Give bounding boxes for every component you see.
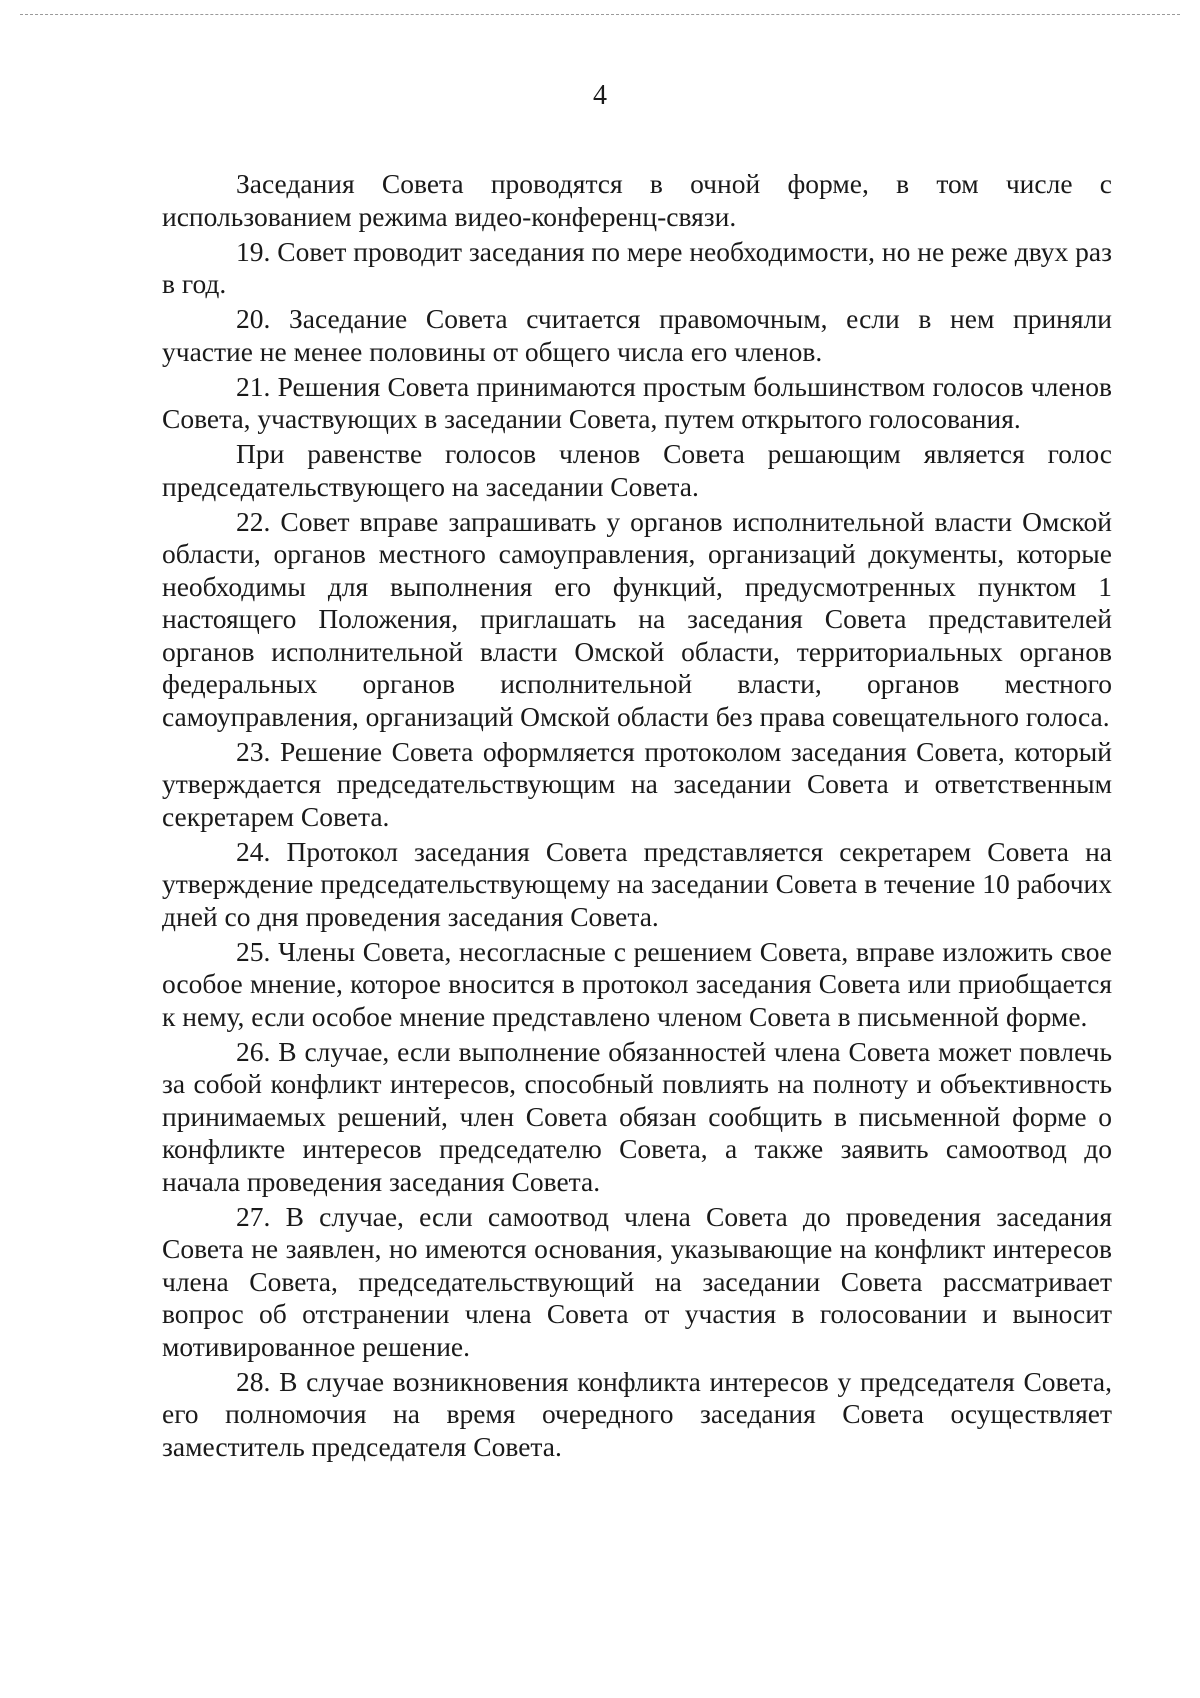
paragraph-26: 26. В случае, если выполнение обязанностей члена Совета может повлечь за собой конфликт интересов, способный повлиять на полноту и объективность принимаемых решений, член Совета обязан сообщить в письменной форме о конфликте интересов председателю Совета, а также заявить самоотвод до начала проведения заседания Совета. [162, 1035, 1112, 1197]
document-body [162, 168, 1112, 1463]
paragraph-24: 24. Протокол заседания Совета представляется секретарем Совета на утверждение председательствующему на заседании Совета в течение 10 рабочих дней со дня проведения заседания Совета. [162, 835, 1112, 932]
paragraph-22: 22. Совет вправе запрашивать у органов исполнительной власти Омской области, органов местного самоуправления, организаций документы, которые необходимы для выполнения его функций, предусмотренных пунктом 1 настоящего Положения, приглашать на заседания Совета представителей органов исполнительной власти Омской области, территориальных органов федеральных органов исполнительной власти, органов местного самоуправления, организаций Омской области без права совещательного голоса. [162, 505, 1112, 732]
page-number: 4 [593, 80, 607, 111]
paragraph-21-tie: При равенстве голосов членов Совета решающим является голос председательствующего на заседании Совета. [162, 438, 1112, 502]
paragraph-21: 21. Решения Совета принимаются простым большинством голосов членов Совета, участвующих в заседании Совета, путем открытого голосования. [162, 370, 1112, 434]
paragraph-28: 28. В случае возникновения конфликта интересов у председателя Совета, его полномочия на время очередного заседания Совета осуществляет заместитель председателя Совета. [162, 1365, 1112, 1462]
paragraph-20: 20. Заседание Совета считается правомочным, если в нем приняли участие не менее половины от общего числа его членов. [162, 303, 1112, 367]
paragraph-meetings-form: Заседания Совета проводятся в очной форме, в том числе с использованием режима видео-конференц-связи. [162, 168, 1112, 232]
paragraph-23: 23. Решение Совета оформляется протоколом заседания Совета, который утверждается председательствующим на заседании Совета и ответственным секретарем Совета. [162, 735, 1112, 832]
paragraph-27: 27. В случае, если самоотвод члена Совета до проведения заседания Совета не заявлен, но имеются основания, указывающие на конфликт интересов члена Совета, председательствующий на заседании Совета рассматривает вопрос об отстранении члена Совета от участия в голосовании и выносит мотивированное решение. [162, 1200, 1112, 1362]
scan-edge-line [20, 14, 1180, 15]
paragraph-25: 25. Члены Совета, несогласные с решением Совета, вправе изложить свое особое мнение, которое вносится в протокол заседания Совета или приобщается к нему, если особое мнение представлено членом Совета в письменной форме. [162, 935, 1112, 1032]
paragraph-19: 19. Совет проводит заседания по мере необходимости, но не реже двух раз в год. [162, 235, 1112, 299]
